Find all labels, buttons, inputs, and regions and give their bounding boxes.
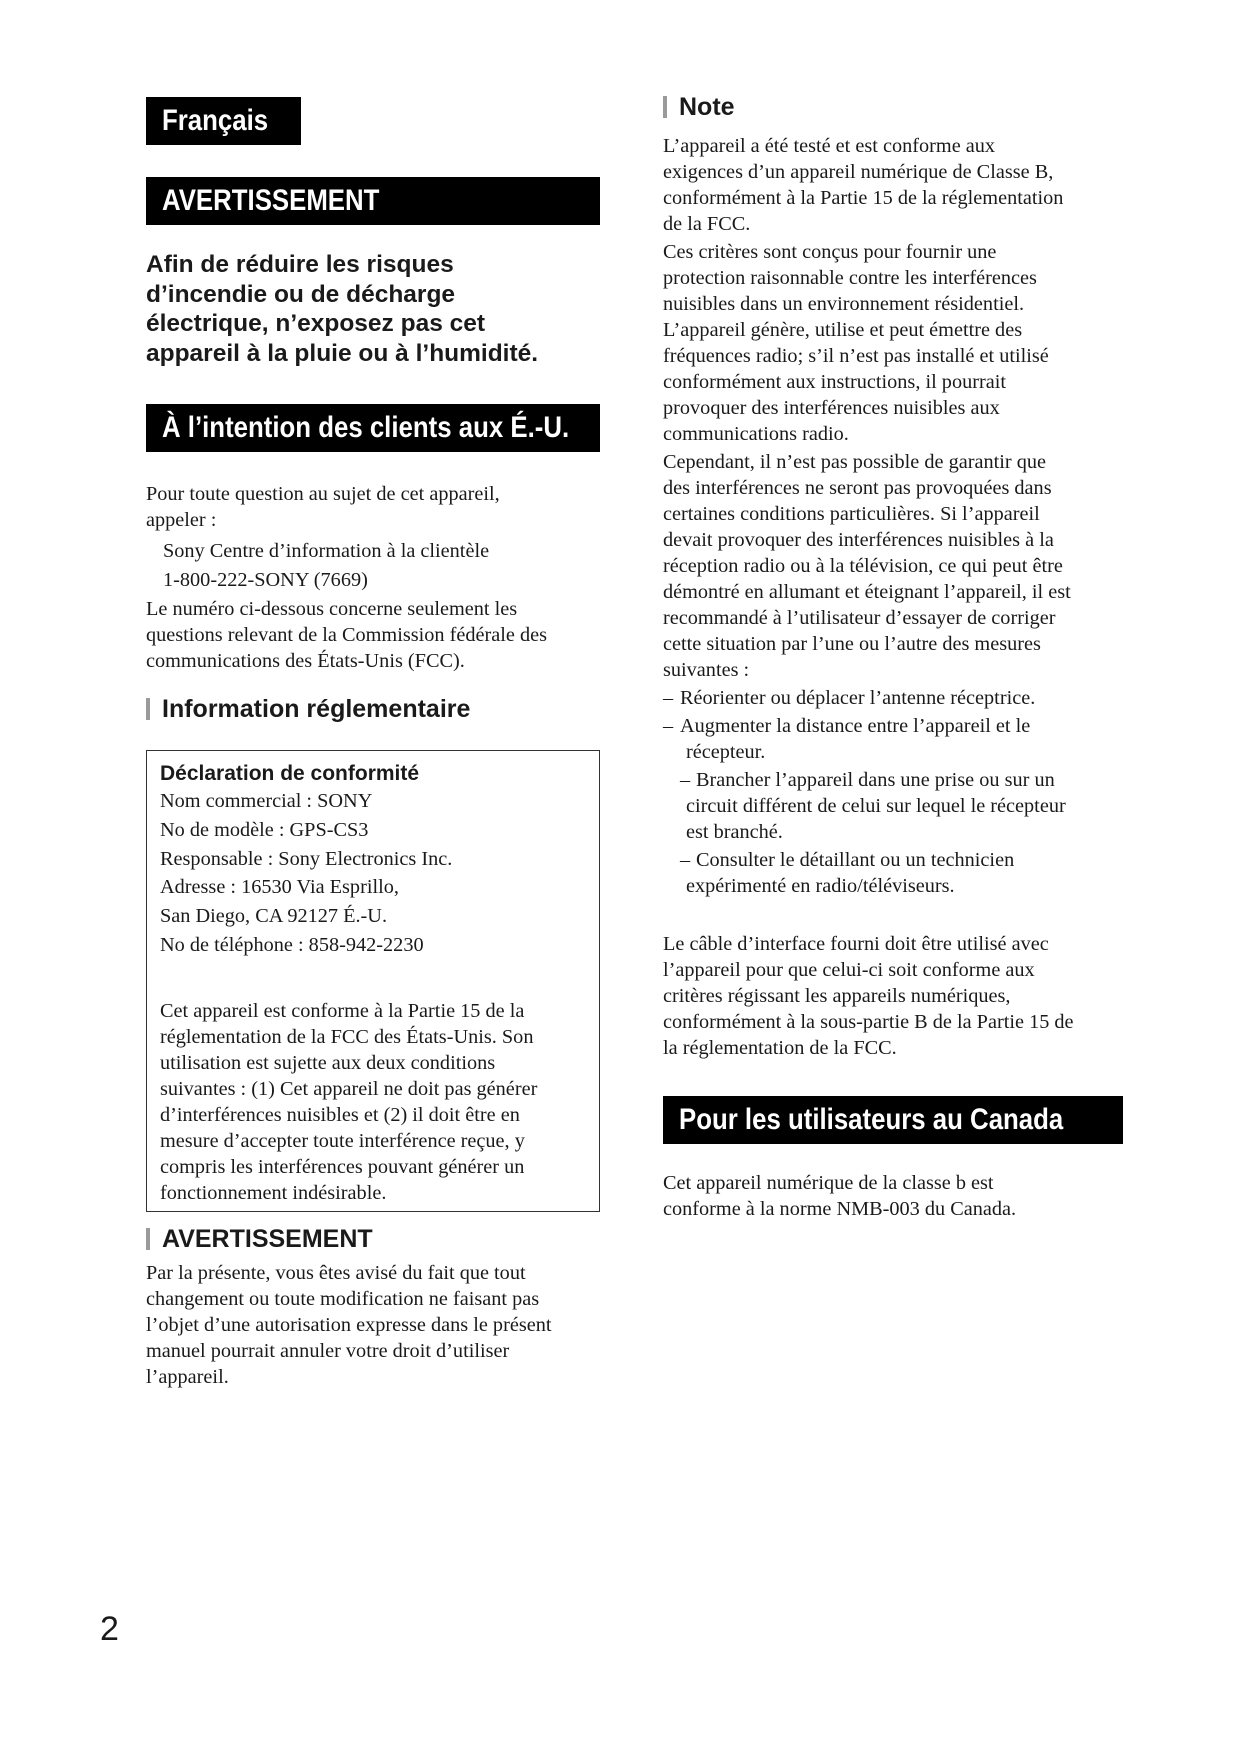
- heading-avertissement: AVERTISSEMENT: [146, 1224, 373, 1254]
- question-paragraph: Pour toute question au sujet de cet appareil, appeler :: [146, 483, 500, 531]
- avertissement-paragraph: Par la présente, vous êtes avisé du fait que tout changement ou toute modification ne faisant pas l’objet d’une autorisation expresse dans le présent manuel pourrait annuler votre droit d’utiliser l’appareil.: [146, 1262, 552, 1388]
- heading-information-reglementaire: Information réglementaire: [146, 694, 470, 724]
- heading-bar-icon: [146, 698, 150, 720]
- conformity-declaration-box: [146, 750, 600, 1212]
- contact-info: Sony Centre d’information à la clientèle 1-800-222-SONY (7669): [163, 540, 490, 591]
- canada-users-banner: Pour les utilisateurs au Canada: [663, 1096, 1123, 1144]
- heading-bar-icon: [146, 1228, 150, 1250]
- fcc-note-paragraph: Le numéro ci-dessous concerne seulement les questions relevant de la Commission fédérale des communications des États-Unis (FCC).: [146, 598, 548, 672]
- heading-bar-icon: [663, 96, 667, 118]
- dash-item-4: – Consulter le détaillant ou un technicien expérimenté en radio/téléviseurs.: [680, 849, 1015, 897]
- note-paragraph-1: L’appareil a été testé et est conforme aux exigences d’un appareil numérique de Classe B, conformément à la Partie 15 de la réglementation de la FCC.: [663, 135, 1064, 235]
- canada-paragraph: Cet appareil numérique de la classe b est conforme à la norme NMB-003 du Canada.: [663, 1172, 1017, 1220]
- interface-cable-paragraph: Le câble d’interface fourni doit être utilisé avec l’appareil pour que celui-ci soit conforme aux critères régissant les appareils numériques, conformément à la sous-partie B de la Partie 15 de la réglementation de la FCC.: [663, 933, 1074, 1059]
- warning-banner: AVERTISSEMENT: [146, 177, 600, 225]
- warning-text: Afin de réduire les risques d’incendie ou de décharge électrique, n’exposez pas cet appareil à la pluie ou à l’humidité.: [146, 251, 539, 367]
- language-banner: Français: [146, 97, 301, 145]
- heading-note: Note: [663, 92, 735, 122]
- dash-item-1: – Réorienter ou déplacer l’antenne réceptrice.: [663, 687, 1036, 709]
- usa-customers-banner: À l’intention des clients aux É.-U.: [146, 404, 600, 452]
- note-paragraph-2: Ces critères sont conçus pour fournir une protection raisonnable contre les interférences nuisibles dans un environnement résidentiel. L’appareil génère, utilise et peut émettre des fréquences radio; s’il n’est pas installé et utilisé conformément aux instructions, il pourrait provoquer des interférences nuisibles aux communications radio.: [663, 241, 1049, 445]
- page-number: 2: [100, 1610, 119, 1648]
- box-details: Nom commercial : SONY No de modèle : GPS-CS3 Responsable : Sony Electronics Inc. Adresse : 16530 Via Esprillo, San Diego, CA 92127 É.-U. No de téléphone : 858-942-2230: [160, 790, 453, 956]
- box-paragraph: Cet appareil est conforme à la Partie 15 de la réglementation de la FCC des États-Unis. Son utilisation est sujette aux deux conditions suivantes : (1) Cet appareil ne doit pas générer d’interférences nuisibles et (2) il doit être en mesure d’accepter toute interférence reçue, y compris les interférences pouvant générer un fonctionnement indésirable.: [160, 1000, 538, 1204]
- box-title: Déclaration de conformité: [160, 762, 420, 785]
- dash-item-3: – Brancher l’appareil dans une prise ou sur un circuit différent de celui sur lequel le récepteur est branché.: [680, 769, 1066, 843]
- note-paragraph-3: Cependant, il n’est pas possible de garantir que des interférences ne seront pas provoquées dans certaines conditions particulières. Si l’appareil devait provoquer des interférences nuisibles à la réception radio ou à la télévision, ce qui peut être démontré en allumant et éteignant l’appareil, il est recommandé à l’utilisateur d’essayer de corriger cette situation par l’une ou l’autre des mesures suivantes :: [663, 451, 1071, 681]
- dash-item-2: – Augmenter la distance entre l’appareil et le récepteur.: [663, 715, 1031, 763]
